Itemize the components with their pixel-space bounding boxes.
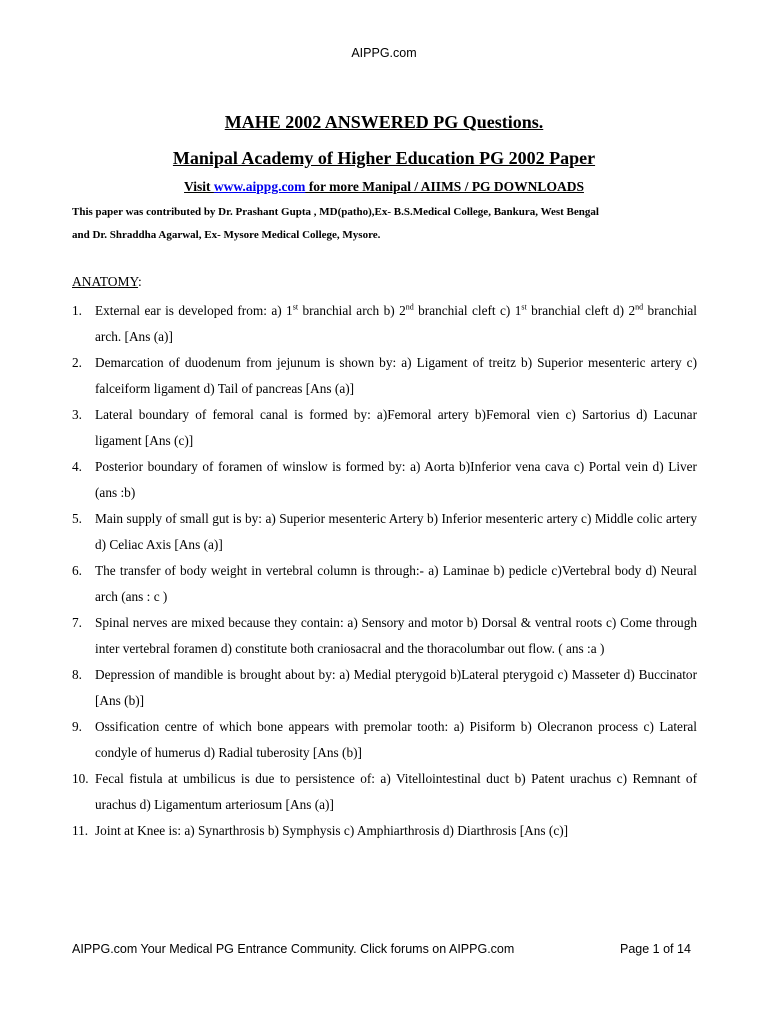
question-number: 8. [72,667,82,682]
question-item [72,558,697,610]
page-footer: AIPPG.com Your Medical PG Entrance Community. Click forums on AIPPG.com [72,942,515,956]
page-header: AIPPG.com [351,46,417,60]
question-number: 9. [72,719,82,734]
question-item [72,610,697,662]
question-number: 4. [72,459,82,474]
visit-prefix: Visit [184,179,214,194]
question-item [72,714,697,766]
q1-sup-2: nd [405,302,414,312]
question-item [72,662,697,714]
q1-part-a: External ear is developed from: a) 1 [95,303,293,318]
question-text: Posterior boundary of foramen of winslow is formed by: a) Aorta b)Inferior vena cava c) Portal vein d) Liver (ans :b) [95,459,697,500]
section-title: ANATOMY [72,274,139,289]
question-item [72,454,697,506]
question-item [72,766,697,818]
q1-sup-4: nd [635,302,644,312]
question-text: Depression of mandible is brought about by: a) Medial pterygoid b)Lateral pterygoid c) Masseter d) Buccinator [Ans (b)] [95,667,697,708]
document-title: MAHE 2002 ANSWERED PG Questions. [224,112,544,132]
question-item [72,402,697,454]
question-text: Ossification centre of which bone appears with premolar tooth: a) Pisiform b) Olecranon process c) Lateral condyle of humerus d) Radial tuberosity [Ans (b)] [95,719,697,760]
question-item [72,298,697,350]
q1-part-b: branchial arch b) 2 [298,303,406,318]
question-text: Main supply of small gut is by: a) Superior mesenteric Artery b) Inferior mesenteric artery c) Middle colic artery d) Celiac Axis [Ans (a)] [95,511,697,552]
question-number: 7. [72,615,82,630]
question-number: 10. [72,771,89,786]
visit-line [0,179,768,195]
q1-part-c: branchial cleft c) 1 [413,303,522,318]
question-item [72,350,697,402]
question-item [72,506,697,558]
question-text: The transfer of body weight in vertebral column is through:- a) Laminae b) pedicle c)Vertebral body d) Neural arch (ans : c ) [95,563,697,604]
question-text: Fecal fistula at umbilicus is due to persistence of: a) Vitellointestinal duct b) Patent urachus c) Remnant of urachus d) Ligamentum arteriosum [Ans (a)] [95,771,697,812]
question-list [72,298,697,844]
question-number: 11. [72,823,89,838]
question-text: Joint at Knee is: a) Synarthrosis b) Symphysis c) Amphiarthrosis d) Diarthrosis [Ans (c)] [95,823,569,838]
page-number: Page 1 of 14 [620,942,691,956]
visit-suffix: for more Manipal / AIIMS / PG DOWNLOADS [305,179,584,194]
question-text: Lateral boundary of femoral canal is formed by: a)Femoral artery b)Femoral vien c) Sartorius d) Lacunar ligament [Ans (c)] [95,407,697,448]
aippg-link[interactable]: www.aippg.com [213,179,306,194]
q1-sup-1: st [292,302,299,312]
q1-part-d: branchial cleft d) 2 [526,303,636,318]
question-text: Demarcation of duodenum from jejunum is shown by: a) Ligament of treitz b) Superior mesenteric artery c) falceiform ligament d) Tail of pancreas [Ans (a)] [95,355,697,396]
q1-sup-3: st [521,302,527,312]
question-number: 6. [72,563,82,578]
question-item [72,818,697,844]
question-text [95,298,697,350]
question-number: 3. [72,407,82,422]
question-text: Spinal nerves are mixed because they contain: a) Sensory and motor b) Dorsal & ventral roots c) Come through inter vertebral foramen d) constitute both craniosacral and the thoracolumbar out flow. ( ans :a ) [95,615,697,656]
contributor-line-2: and Dr. Shraddha Agarwal, Ex- Mysore Medical College, Mysore. [72,229,381,241]
document-subtitle: Manipal Academy of Higher Education PG 2002 Paper [172,148,596,168]
question-number: 1. [72,303,82,318]
question-number: 5. [72,511,82,526]
section-colon: : [138,274,142,289]
question-number: 2. [72,355,82,370]
contributor-line-1: This paper was contributed by Dr. Prashant Gupta , MD(patho),Ex- B.S.Medical College, Bankura, West Bengal [72,206,599,218]
q1-part-e: branchial arch. [Ans (a)] [95,303,698,344]
section-heading [72,274,142,290]
